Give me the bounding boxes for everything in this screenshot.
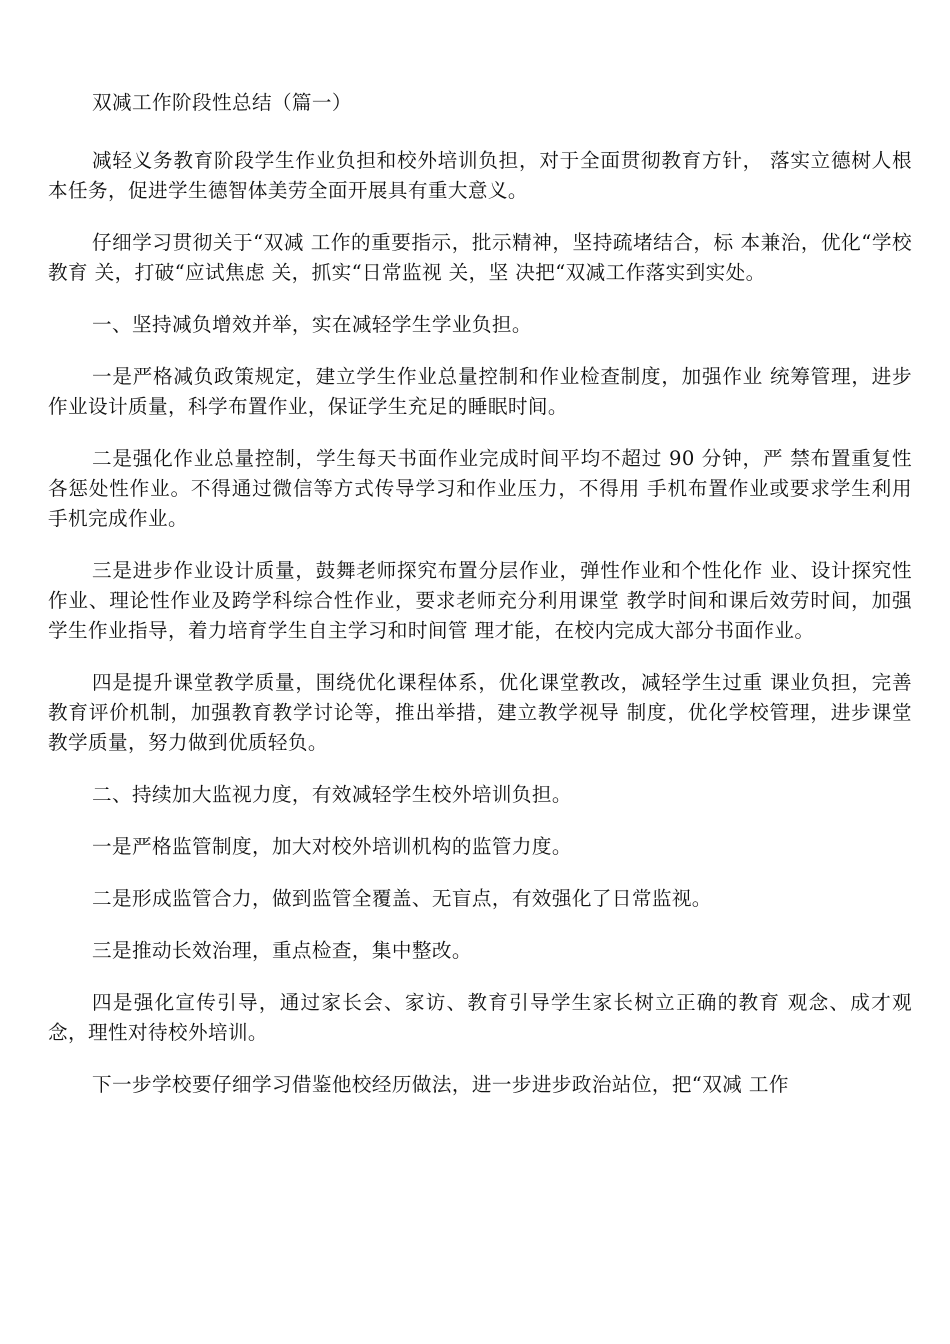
paragraph-point: 一是严格减负政策规定，建立学生作业总量控制和作业检查制度，加强作业 统筹管理，进步作业设计质量，科学布置作业，保证学生充足的睡眠时间。: [48, 365, 912, 418]
paragraph-point: 四是强化宣传引导，通过家长会、家访、教育引导学生家长树立正确的教育 观念、成才观念，理性对待校外培训。: [48, 991, 912, 1044]
paragraph-point: 三是进步作业设计质量，鼓舞老师探究布置分层作业，弹性作业和个性化作 业、设计探究性作业、理论性作业及跨学科综合性作业，要求老师充分利用课堂 教学时间和课后效劳时间，加强学生作业指导，着力培育学生自主学习和时间管 理才能，在校内完成大部分书面作业。: [48, 559, 912, 642]
paragraph-point: 二是形成监管合力，做到监管全覆盖、无盲点，有效强化了日常监视。: [92, 887, 712, 910]
paragraph-point: 四是提升课堂教学质量，围绕优化课程体系，优化课堂教改，减轻学生过重 课业负担，完善教育评价机制，加强教育教学讨论等，推出举措，建立教学视导 制度，优化学校管理，进步课堂教学质量，努力做到优质轻负。: [48, 671, 912, 754]
paragraph-point: 一是严格监管制度，加大对校外培训机构的监管力度。: [92, 835, 572, 858]
paragraph-point: 二是强化作业总量控制，学生每天书面作业完成时间平均不超过 90 分钟，严 禁布置重复性各惩处性作业。不得通过微信等方式传导学习和作业压力，不得用 手机布置作业或要求学生利用手机完成作业。: [48, 447, 912, 530]
document-page: [48, 88, 912, 1122]
paragraph-study: 仔细学习贯彻关于“双减 工作的重要指示，批示精神，坚持疏堵结合，标 本兼治，优化“学校教育 关，打破“应试焦虑 关，抓实“日常监视 关，坚 决把“双减工作落实到实处。: [48, 231, 912, 284]
paragraph-intro: 减轻义务教育阶段学生作业负担和校外培训负担，对于全面贯彻教育方针， 落实立德树人根本任务，促进学生德智体美劳全面开展具有重大意义。: [48, 149, 912, 202]
paragraph-next-step: 下一步学校要仔细学习借鉴他校经历做法，进一步进步政治站位，把“双减 工作: [92, 1073, 789, 1096]
document-title: 双减工作阶段性总结（篇一）: [92, 91, 352, 114]
section-heading-one: 一、坚持减负增效并举，实在减轻学生学业负担。: [92, 313, 532, 336]
section-heading-two: 二、持续加大监视力度，有效减轻学生校外培训负担。: [92, 783, 572, 806]
paragraph-point: 三是推动长效治理，重点检查，集中整改。: [92, 939, 472, 962]
